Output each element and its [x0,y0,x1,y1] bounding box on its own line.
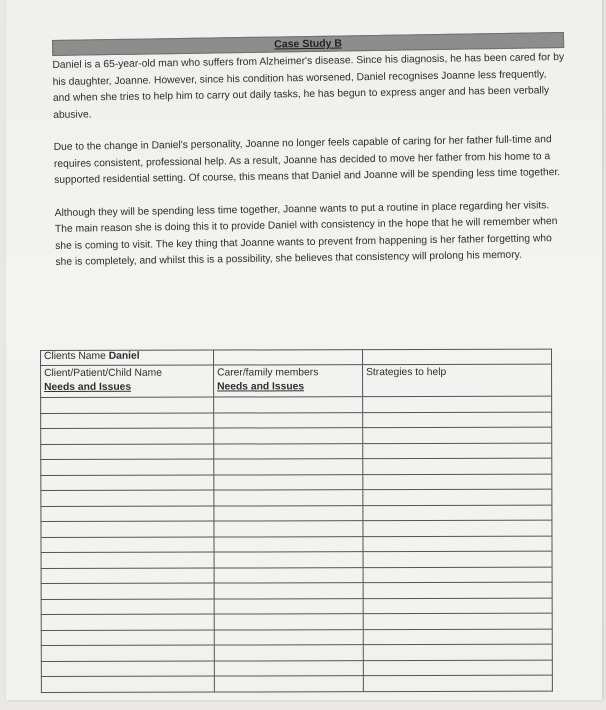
table-cell[interactable] [41,552,214,568]
table-cell[interactable] [363,567,552,583]
table-row-client-name [41,349,552,365]
paragraph-1: Daniel is a 65-year-old man who suffers from Alzheimer's disease. Since his diagnosis, he has been cared for by his daughter, Joanne. However, since his condition has worsened, Daniel recognises Joanne less frequently, and when she tries to help him to carry out daily tasks, he has begun to express anger and has been verbally abusive. [52,51,565,121]
table-cell[interactable] [214,443,363,459]
table-cell[interactable] [363,536,552,552]
table-cell[interactable] [41,676,214,692]
care-plan-table [40,349,553,693]
care-table-wrapper [40,349,561,710]
table-cell [214,350,363,365]
case-study-section [52,32,568,272]
col1-line1: Client/Patient/Child Name [44,367,162,379]
table-cell[interactable] [214,660,363,676]
table-cell[interactable] [214,474,363,490]
table-cell[interactable] [41,537,214,553]
table-row [41,505,552,522]
table-cell[interactable] [214,583,363,599]
table-row [41,660,552,677]
table-cell[interactable] [363,396,552,412]
table-body [41,396,553,692]
table-cell[interactable] [363,474,552,490]
table-cell[interactable] [41,568,214,584]
table-cell[interactable] [214,428,363,444]
case-study-title: Case Study B [274,37,343,51]
table-row [41,489,552,506]
table-row [41,675,552,692]
table-cell[interactable] [363,598,552,614]
table-row [41,520,552,537]
table-cell[interactable] [214,552,363,568]
table-row [41,427,552,444]
table-row [41,567,552,584]
table-cell[interactable] [214,397,363,413]
table-cell[interactable] [41,506,214,522]
table-cell[interactable] [214,645,363,661]
table-cell[interactable] [363,644,552,660]
table-cell[interactable] [41,413,214,429]
column-header-client [41,365,214,397]
col1-line2: Needs and Issues [44,381,132,393]
table-cell[interactable] [214,536,363,552]
table-row [41,644,552,661]
col3-line1: Strategies to help [366,366,447,379]
column-header-carer [214,365,363,397]
table-cell[interactable] [41,583,214,599]
table-cell[interactable] [363,582,552,598]
table-cell[interactable] [41,428,214,444]
table-row [41,443,552,460]
table-row [41,396,552,413]
table-row [41,598,552,615]
table-cell[interactable] [363,443,552,459]
table-cell[interactable] [363,629,552,645]
table-cell[interactable] [41,459,214,475]
table-cell[interactable] [41,475,214,491]
table-cell[interactable] [214,567,363,583]
client-name-cell [41,350,214,365]
table-cell[interactable] [214,598,363,614]
table-cell [363,349,552,364]
table-cell[interactable] [214,676,363,692]
table-row [41,629,552,646]
table-row [41,582,552,599]
clients-name-label: Clients Name [44,350,106,362]
table-cell[interactable] [363,551,552,567]
table-cell[interactable] [41,645,214,661]
table-cell[interactable] [214,521,363,537]
table-cell[interactable] [214,459,363,475]
table-row [41,613,552,630]
table-cell[interactable] [363,458,552,474]
table-cell[interactable] [214,505,363,521]
table-cell[interactable] [363,613,552,629]
table-cell[interactable] [41,490,214,506]
table-cell[interactable] [363,660,552,676]
table-row [41,412,552,429]
table-cell[interactable] [363,505,552,521]
table-cell[interactable] [363,675,552,691]
column-header-strategies [363,364,552,396]
table-cell[interactable] [214,412,363,428]
table-cell[interactable] [41,521,214,537]
table-header-row [41,364,552,397]
table-cell[interactable] [41,599,214,615]
paragraph-2: Due to the change in Daniel's personality, Joanne no longer feels capable of caring for her father full-time and requires consistent, professional help. As a result, Joanne has decided to move her father from his home to a supported residential setting. Of course, this means that Daniel and Joanne will be spending less time together. [53,134,561,186]
table-cell[interactable] [363,489,552,505]
table-row [41,474,552,491]
table-cell[interactable] [41,661,214,677]
table-cell[interactable] [363,412,552,428]
col2-line1: Carer/family members [217,367,319,379]
table-cell[interactable] [363,427,552,443]
table-cell[interactable] [41,397,214,413]
table-cell[interactable] [214,629,363,645]
table-cell[interactable] [214,490,363,506]
table-row [41,458,552,475]
table-cell[interactable] [41,630,214,646]
paragraph-3: Although they will be spending less time together, Joanne wants to put a routine in place regarding her visits. The main reason she is doing this it to provide Daniel with consistency in the hope that he will remember when she is coming to visit. The key thing that Joanne wants to prevent from happening is her father forgetting who she is completely, and whilst this is a possibility, she believes that consistency will prolong his memory. [54,199,558,268]
clients-name-value: Daniel [108,350,140,362]
table-row [41,551,552,568]
table-row [41,536,552,553]
table-cell[interactable] [214,614,363,630]
table-cell[interactable] [41,444,214,460]
table-cell[interactable] [363,520,552,536]
col2-line2: Needs and Issues [217,381,305,393]
table-cell[interactable] [41,614,214,630]
